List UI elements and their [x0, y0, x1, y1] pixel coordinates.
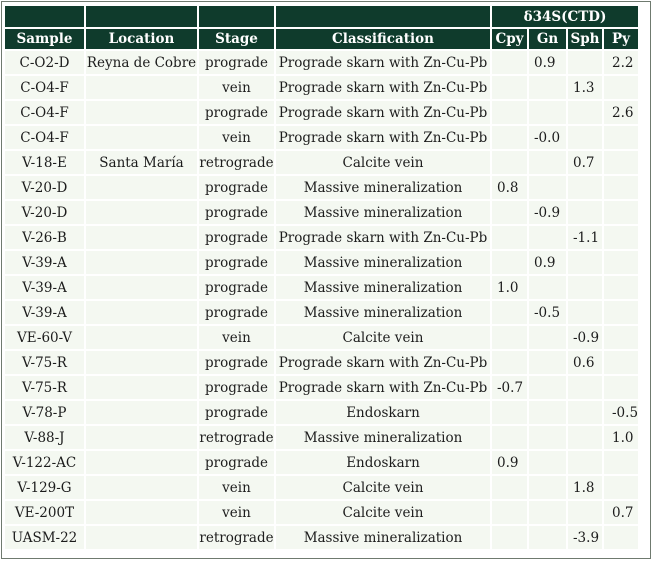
cell-cpy [492, 251, 527, 274]
cell-gn [529, 76, 566, 99]
sulfur-isotope-table [3, 4, 640, 551]
cell-classification: Calcite vein [276, 326, 490, 349]
cell-stage: vein [199, 76, 274, 99]
table-row [5, 476, 638, 499]
cell-sph [568, 251, 602, 274]
cell-py [604, 326, 638, 349]
cell-classification: Calcite vein [276, 151, 490, 174]
table-row [5, 526, 638, 549]
cell-sph [568, 51, 602, 74]
cell-classification: Prograde skarn with Zn-Cu-Pb [276, 376, 490, 399]
cell-py: 1.0 [604, 426, 638, 449]
cell-py [604, 276, 638, 299]
cell-cpy: 1.0 [492, 276, 527, 299]
cell-stage: prograde [199, 301, 274, 324]
cell-classification: Prograde skarn with Zn-Cu-Pb [276, 351, 490, 374]
cell-sph [568, 201, 602, 224]
cell-py [604, 251, 638, 274]
cell-stage: retrograde [199, 426, 274, 449]
cell-sample: C-O4-F [5, 76, 84, 99]
table-row [5, 201, 638, 224]
table-row [5, 426, 638, 449]
table-row [5, 76, 638, 99]
cell-location [86, 376, 197, 399]
cell-classification: Prograde skarn with Zn-Cu-Pb [276, 126, 490, 149]
cell-classification: Prograde skarn with Zn-Cu-Pb [276, 226, 490, 249]
cell-stage: prograde [199, 101, 274, 124]
cell-gn [529, 351, 566, 374]
cell-py [604, 376, 638, 399]
header-blank-stage [199, 6, 274, 27]
table-row [5, 276, 638, 299]
cell-location [86, 176, 197, 199]
cell-sample: C-O2-D [5, 51, 84, 74]
cell-gn [529, 451, 566, 474]
header-blank-classification [276, 6, 490, 27]
table-row [5, 376, 638, 399]
cell-sph [568, 401, 602, 424]
cell-classification: Massive mineralization [276, 276, 490, 299]
cell-classification: Massive mineralization [276, 426, 490, 449]
cell-stage: prograde [199, 51, 274, 74]
column-header-py: Py [604, 29, 638, 49]
cell-py [604, 176, 638, 199]
cell-stage: prograde [199, 226, 274, 249]
cell-classification: Massive mineralization [276, 176, 490, 199]
cell-cpy [492, 426, 527, 449]
cell-location [86, 201, 197, 224]
cell-location [86, 401, 197, 424]
cell-py [604, 451, 638, 474]
header-blank-location [86, 6, 197, 27]
cell-gn: -0.5 [529, 301, 566, 324]
cell-py [604, 76, 638, 99]
cell-location [86, 426, 197, 449]
cell-sample: VE-60-V [5, 326, 84, 349]
cell-location [86, 451, 197, 474]
table-row [5, 51, 638, 74]
cell-location [86, 351, 197, 374]
cell-py [604, 526, 638, 549]
cell-py [604, 301, 638, 324]
cell-cpy [492, 76, 527, 99]
cell-sample: C-O4-F [5, 101, 84, 124]
cell-sample: V-20-D [5, 201, 84, 224]
cell-stage: vein [199, 126, 274, 149]
cell-location [86, 101, 197, 124]
cell-stage: vein [199, 501, 274, 524]
cell-location: Reyna de Cobre [86, 51, 197, 74]
cell-classification: Massive mineralization [276, 251, 490, 274]
cell-sph [568, 376, 602, 399]
cell-cpy [492, 301, 527, 324]
table-body [5, 51, 638, 549]
cell-sph [568, 426, 602, 449]
cell-stage: vein [199, 326, 274, 349]
cell-gn [529, 176, 566, 199]
cell-classification: Calcite vein [276, 476, 490, 499]
cell-stage: prograde [199, 351, 274, 374]
column-header-location: Location [86, 29, 197, 49]
cell-classification: Massive mineralization [276, 201, 490, 224]
cell-sample: V-39-A [5, 276, 84, 299]
table-row [5, 251, 638, 274]
cell-cpy [492, 101, 527, 124]
cell-py: -0.5 [604, 401, 638, 424]
cell-cpy: 0.9 [492, 451, 527, 474]
table-row [5, 176, 638, 199]
column-header-cpy: Cpy [492, 29, 527, 49]
cell-location [86, 76, 197, 99]
cell-sph: 0.7 [568, 151, 602, 174]
cell-location [86, 501, 197, 524]
column-header-sample: Sample [5, 29, 84, 49]
cell-classification: Endoskarn [276, 401, 490, 424]
cell-classification: Calcite vein [276, 501, 490, 524]
cell-stage: prograde [199, 176, 274, 199]
cell-sph [568, 101, 602, 124]
cell-stage: prograde [199, 376, 274, 399]
cell-location [86, 526, 197, 549]
cell-gn [529, 326, 566, 349]
cell-sample: V-20-D [5, 176, 84, 199]
cell-gn [529, 376, 566, 399]
table-row [5, 401, 638, 424]
cell-py [604, 151, 638, 174]
cell-cpy [492, 401, 527, 424]
cell-cpy [492, 326, 527, 349]
cell-classification: Endoskarn [276, 451, 490, 474]
cell-sample: V-75-R [5, 376, 84, 399]
cell-sample: V-26-B [5, 226, 84, 249]
cell-sph [568, 451, 602, 474]
column-header-row [5, 29, 638, 49]
cell-cpy: -0.7 [492, 376, 527, 399]
cell-gn [529, 426, 566, 449]
cell-py [604, 226, 638, 249]
cell-gn [529, 276, 566, 299]
cell-sample: V-88-J [5, 426, 84, 449]
cell-gn: -0.0 [529, 126, 566, 149]
group-header-row [5, 6, 638, 27]
cell-sph [568, 301, 602, 324]
table-row [5, 151, 638, 174]
cell-sample: V-18-E [5, 151, 84, 174]
table-row [5, 326, 638, 349]
cell-location [86, 301, 197, 324]
cell-gn [529, 401, 566, 424]
column-header-sph: Sph [568, 29, 602, 49]
cell-gn: 0.9 [529, 251, 566, 274]
column-header-gn: Gn [529, 29, 566, 49]
cell-sample: V-39-A [5, 251, 84, 274]
cell-classification: Prograde skarn with Zn-Cu-Pb [276, 76, 490, 99]
cell-stage: prograde [199, 251, 274, 274]
cell-sph: -0.9 [568, 326, 602, 349]
cell-py [604, 126, 638, 149]
cell-py: 2.6 [604, 101, 638, 124]
cell-sph [568, 126, 602, 149]
cell-location [86, 326, 197, 349]
cell-sample: UASM-22 [5, 526, 84, 549]
cell-gn: -0.9 [529, 201, 566, 224]
cell-sph: -3.9 [568, 526, 602, 549]
cell-gn [529, 526, 566, 549]
cell-classification: Prograde skarn with Zn-Cu-Pb [276, 51, 490, 74]
cell-cpy [492, 351, 527, 374]
cell-sph [568, 176, 602, 199]
cell-cpy [492, 151, 527, 174]
isotope-group-header: δ34S(CTD) [492, 6, 638, 27]
cell-gn [529, 226, 566, 249]
cell-sample: V-78-P [5, 401, 84, 424]
cell-py: 2.2 [604, 51, 638, 74]
cell-sample: V-39-A [5, 301, 84, 324]
cell-cpy [492, 501, 527, 524]
table-row [5, 301, 638, 324]
cell-gn [529, 101, 566, 124]
cell-classification: Massive mineralization [276, 301, 490, 324]
cell-stage: vein [199, 476, 274, 499]
table-row [5, 101, 638, 124]
table-row [5, 226, 638, 249]
cell-gn: 0.9 [529, 51, 566, 74]
cell-classification: Massive mineralization [276, 526, 490, 549]
cell-stage: prograde [199, 451, 274, 474]
cell-gn [529, 151, 566, 174]
cell-cpy [492, 476, 527, 499]
cell-cpy [492, 51, 527, 74]
cell-sph [568, 501, 602, 524]
cell-sample: C-O4-F [5, 126, 84, 149]
header-blank-sample [5, 6, 84, 27]
cell-py [604, 476, 638, 499]
cell-location [86, 226, 197, 249]
cell-gn [529, 476, 566, 499]
cell-sph: 1.8 [568, 476, 602, 499]
cell-cpy [492, 201, 527, 224]
cell-sph: 0.6 [568, 351, 602, 374]
cell-cpy [492, 126, 527, 149]
cell-location [86, 251, 197, 274]
cell-py: 0.7 [604, 501, 638, 524]
cell-cpy [492, 226, 527, 249]
cell-location [86, 276, 197, 299]
cell-sph: -1.1 [568, 226, 602, 249]
cell-sample: V-75-R [5, 351, 84, 374]
cell-sph [568, 276, 602, 299]
cell-sph: 1.3 [568, 76, 602, 99]
cell-sample: V-122-AC [5, 451, 84, 474]
cell-py [604, 201, 638, 224]
table-row [5, 351, 638, 374]
table-row [5, 501, 638, 524]
cell-classification: Prograde skarn with Zn-Cu-Pb [276, 101, 490, 124]
column-header-stage: Stage [199, 29, 274, 49]
table-row [5, 451, 638, 474]
column-header-classification: Classification [276, 29, 490, 49]
cell-location: Santa María [86, 151, 197, 174]
cell-stage: retrograde [199, 151, 274, 174]
cell-stage: prograde [199, 401, 274, 424]
cell-sample: V-129-G [5, 476, 84, 499]
cell-location [86, 126, 197, 149]
cell-location [86, 476, 197, 499]
cell-gn [529, 501, 566, 524]
cell-stage: prograde [199, 276, 274, 299]
cell-cpy [492, 526, 527, 549]
cell-py [604, 351, 638, 374]
cell-cpy: 0.8 [492, 176, 527, 199]
cell-stage: retrograde [199, 526, 274, 549]
cell-stage: prograde [199, 201, 274, 224]
table-row [5, 126, 638, 149]
cell-sample: VE-200T [5, 501, 84, 524]
